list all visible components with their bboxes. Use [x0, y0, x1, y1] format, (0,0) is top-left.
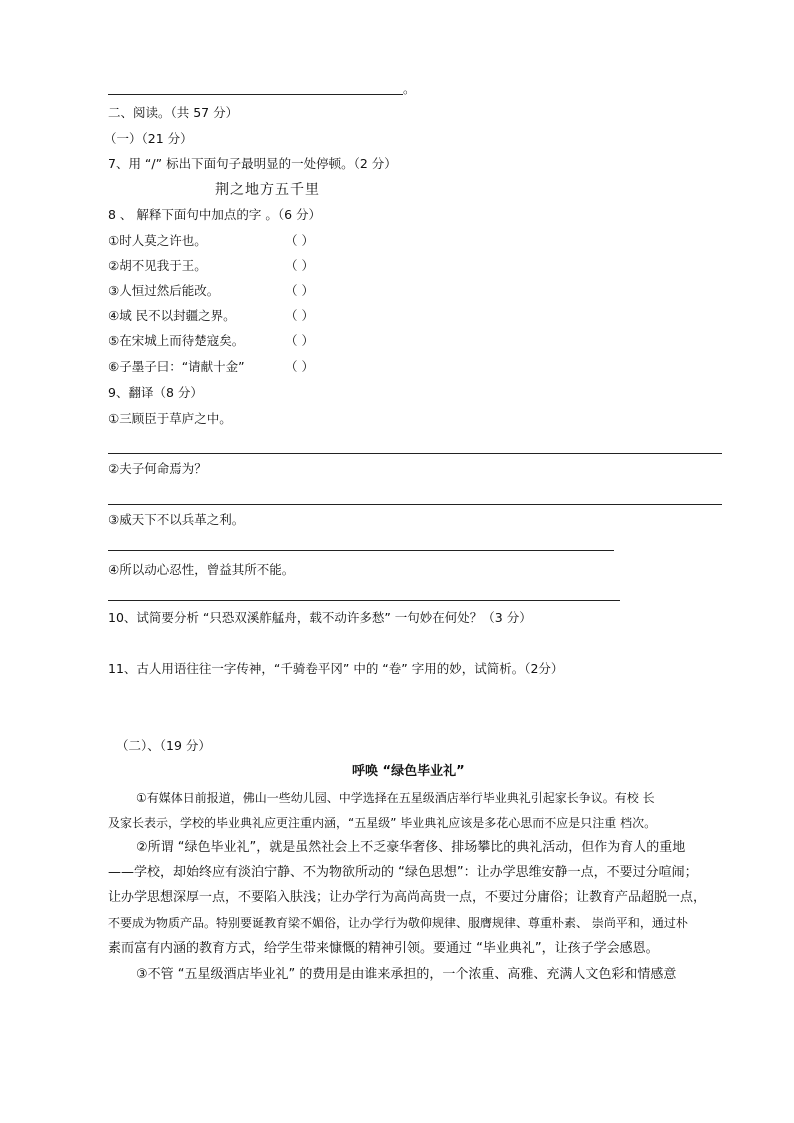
article-line: 素而富有内涵的教育方式，给学生带来慷慨的精神引领。要通过 “毕业典礼”，让孩子学会感恩。 — [108, 941, 659, 956]
question-10: 10、试简要分析 “只恐双溪舴艋舟，载不动许多愁” 一句妙在何处？（3 分） — [108, 610, 532, 625]
q8-answer-paren: （ ） — [285, 283, 314, 298]
q9-item: ①三顾臣于草庐之中。 — [108, 411, 232, 426]
question-8: 8 、 解释下面句中加点的字 。（6 分） — [108, 207, 322, 222]
question-11: 11、古人用语往往一字传神，“千骑卷平冈” 中的 “卷” 字用的妙，试简析。（2分） — [108, 661, 564, 676]
article-line: 不要成为物质产品。特别要诞教育梁不媚俗，让办学行为敬仰规律、服膺规律、尊重朴素、 崇尚平和，通过朴 — [108, 916, 688, 930]
article-line: ③不管 “五星级酒店毕业礼” 的费用是由谁来承担的，一个浓重、高雅、充满人文色彩和情感意 — [136, 967, 677, 982]
q8-item: ⑥子墨子曰：“请献十金” — [108, 359, 245, 374]
article-line: ——学校，却始终应有淡泊宁静、不为物欲所动的 “绿色思想”：让办学思维安静一点，不要过分喧闹； — [108, 865, 698, 880]
q8-item: ②胡不见我于王。 — [108, 258, 207, 273]
section2-heading: 二、阅读。（共 57 分） — [108, 105, 239, 120]
q8-item: ③人恒过然后能改。 — [108, 283, 220, 298]
answer-line — [108, 550, 614, 551]
article-line: ②所谓 “绿色毕业礼”，就是虽然社会上不乏豪华奢侈、排场攀比的典礼活动，但作为育人的重地 — [136, 840, 686, 855]
q9-item: ②夫子何命焉为？ — [108, 461, 207, 476]
part2-heading: （二）、（19 分） — [116, 738, 211, 753]
article-line: ①有媒体日前报道，佛山一些幼儿园、中学选择在五星级酒店举行毕业典礼引起家长争议。有校 长 — [136, 791, 655, 805]
article-title: 呼唤 “绿色毕业礼” — [352, 764, 465, 779]
q9-item: ③威天下不以兵革之利。 — [108, 512, 245, 527]
q8-answer-paren: （ ） — [285, 308, 314, 323]
answer-line — [108, 600, 620, 601]
q8-answer-paren: （ ） — [285, 333, 314, 348]
part1-heading: （一）（21 分） — [104, 131, 193, 146]
q8-item: ⑤在宋城上而待楚寇矣。 — [108, 333, 245, 348]
top-period: 。 — [403, 81, 416, 96]
answer-line — [108, 453, 722, 454]
question-9: 9、翻译（8 分） — [108, 385, 203, 400]
answer-line — [108, 504, 722, 505]
article-line: 让办学思想深厚一点，不要陷入肤浅；让办学行为高尚高贵一点，不要过分庸俗；让教育产品超脱一点， — [108, 890, 707, 905]
question-7-sentence: 荆之地方五千里 — [215, 182, 320, 198]
question-7: 7、用 “/” 标出下面句子最明显的一处停顿。（2 分） — [108, 156, 397, 171]
q8-answer-paren: （ ） — [285, 233, 314, 248]
q8-answer-paren: （ ） — [285, 258, 314, 273]
article-line: 及家长表示，学校的毕业典礼应更注重内涵，“五星级” 毕业典礼应该是多花心思而不应是只注重 档次。 — [108, 816, 657, 830]
answer-line-top — [108, 94, 403, 95]
q8-item: ④域 民不以封疆之界。 — [108, 308, 236, 323]
q8-item: ①时人莫之许也。 — [108, 233, 207, 248]
q8-answer-paren: （ ） — [285, 359, 314, 374]
q9-item: ④所以动心忍性，曾益其所不能。 — [108, 562, 295, 577]
